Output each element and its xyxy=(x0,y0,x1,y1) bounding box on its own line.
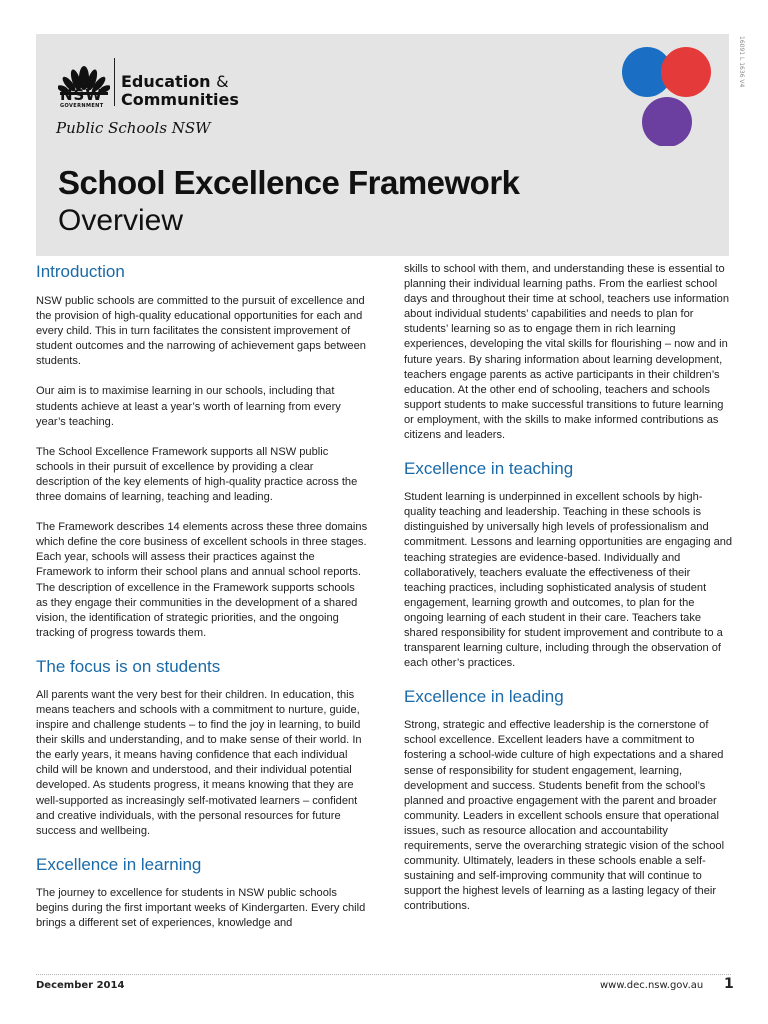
leading-paragraph: Strong, strategic and effective leadership is the cornerstone of school excellence. Excellent leaders have a commitment to fostering a school-wide culture of high expectations and a shared sense of responsibility for student engagement, learning, development and success. Students benefit from the school’s planned and proactive engagement with the parent and broader community. Leaders in excellent schools ensure that operational issues, such as resource allocation and accountability requirements, serve the overarching strategic vision of the school community. Ultimately, leaders in these schools enable a self-sustaining and self-improving community that will continue to support the highest levels of learning as a lasting legacy of their contributions. xyxy=(404,719,725,913)
introduction-heading: Introduction xyxy=(36,262,125,281)
brand-ampersand: & xyxy=(216,72,229,91)
page-number: 1 xyxy=(724,976,734,992)
brand-line-1 xyxy=(121,72,229,91)
learning-continuation-paragraph: skills to school with them, and understanding these is essential to planning their individual learning paths. From the earliest school days and throughout their time at school, teachers use information about individual students’ capabilities and needs to plan for students’ learning so as to engage them in rich learning experiences, developing the vital skills for flourishing – now and in future years. By sharing information about learning development, teachers engage parents as active participants in their children’s education. At the other end of schooling, teachers and schools support students to make successful transitions to future learning or employment, with the skills to make informed contributions as citizens and leaders. xyxy=(404,263,729,442)
focus-heading: The focus is on students xyxy=(36,656,221,676)
introduction-paragraph-2: Our aim is to maximise learning in our schools, including that students achieve at least a year’s worth of learning from every year’s teaching. xyxy=(36,385,341,428)
introduction-paragraph-3: The School Excellence Framework supports all NSW public schools in their pursuit of excellence by providing a clear description of the key elements of high-quality practice across the three domains of learning, teaching and leading. xyxy=(36,445,358,504)
purple-circle xyxy=(642,97,692,146)
focus-paragraph: All parents want the very best for their children. In education, this means teachers and schools with a commitment to nurture, guide, inspire and challenge students – to find the joy in learning, to build their skills and understanding, and to make sense of their world. In the early years, it means having confidence that each individual child will be known and understood, and their individual potential developed. As students progress, it means knowing that they are well-supported as increasingly self-motivated learners – confident and creative individuals, with the personal resources for future success and wellbeing. xyxy=(36,688,362,837)
leading-heading: Excellence in leading xyxy=(404,687,564,707)
logo-divider xyxy=(114,58,115,106)
brand-circles-graphic xyxy=(619,46,729,146)
public-schools-nsw-wordmark: Public Schools NSW xyxy=(56,119,211,137)
brand-communities: Communities xyxy=(121,90,239,109)
brand-education: Education xyxy=(121,72,211,91)
page-title: School Excellence Framework xyxy=(58,164,520,201)
right-column xyxy=(404,262,734,914)
teaching-heading: Excellence in teaching xyxy=(404,459,574,479)
header-panel xyxy=(36,34,745,256)
learning-heading: Excellence in learning xyxy=(36,854,202,874)
footer-date: December 2014 xyxy=(36,980,125,991)
logo-government-text: GOVERNMENT xyxy=(60,103,104,109)
introduction-paragraph-4: The Framework describes 14 elements across these three domains which define the core business of excellent schools in three stages. Each year, schools will assess their practices against the Framework to inform their school plans and annual school reports. The description of excellence in the Framework supports schools as they engage their communities in the development of a shared vision, the identification of strategic priorities, and the ongoing tracking of progress towards them. xyxy=(36,521,368,639)
learning-paragraph: The journey to excellence for students in NSW public schools begins during the first important weeks of Kindergarten. Every child brings a different set of experiences, knowledge and xyxy=(36,886,366,929)
document-code: 16091 L 1636 V4 xyxy=(738,36,745,88)
left-column xyxy=(36,262,368,931)
nsw-logo xyxy=(58,54,258,114)
page-subtitle: Overview xyxy=(58,204,184,237)
teaching-paragraph: Student learning is underpinned in excellent schools by high-quality teaching and leadership. Teaching in these schools is distinguished by universally high levels of professionalism and commitment. Lessons and learning opportunities are engaging and teaching strategies are evidence-based. Individually and collaboratively, teachers evaluate the effectiveness of their teaching practices, including sophisticated analysis of student engagement, learning growth and outcomes, to plan for the ongoing learning of each student in their care. Teachers take shared responsibility for student improvement and contribute to a transparent learning culture, including through the observation of each other’s practices. xyxy=(404,491,733,670)
introduction-paragraph-1: NSW public schools are committed to the pursuit of excellence and the provision of high-quality educational opportunities for each and every child. This in turn facilitates the consistent improvement of student outcomes and the narrowing of achievement gaps between students. xyxy=(36,295,366,368)
logo-nsw-text: NSW xyxy=(60,86,103,104)
red-circle xyxy=(661,47,711,97)
footer-divider xyxy=(36,974,731,975)
footer-website-link[interactable]: www.dec.nsw.gov.au xyxy=(600,980,704,991)
